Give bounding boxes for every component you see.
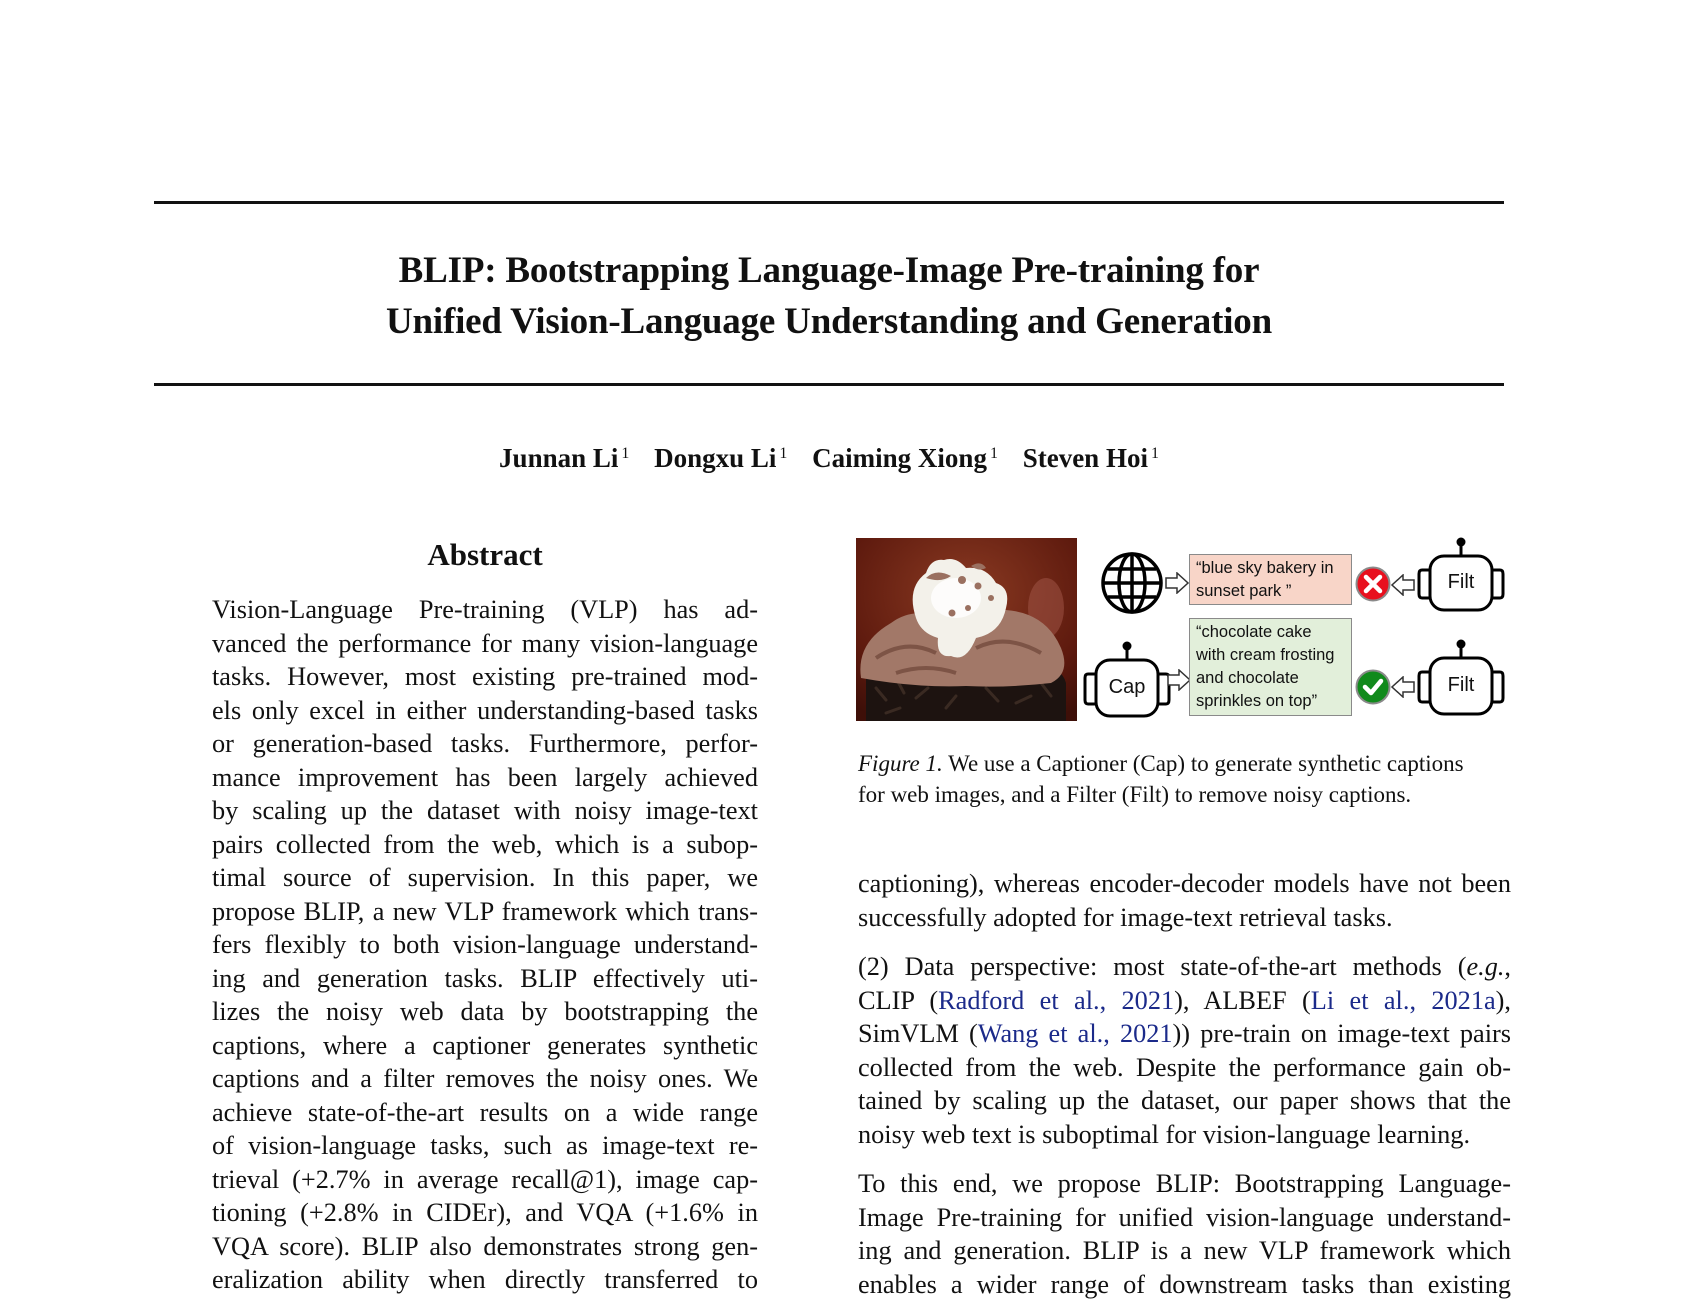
- arrow-left-icon: [1391, 574, 1415, 596]
- globe-icon: [1100, 551, 1164, 615]
- author-name: Dongxu Li: [654, 443, 776, 473]
- intro-paragraph-1: [858, 867, 1511, 934]
- author: [499, 443, 629, 473]
- affiliation-mark: 1: [621, 445, 629, 462]
- affiliation-mark: 1: [1151, 445, 1159, 462]
- body-line: ing and generation. BLIP is a new VLP framework which: [858, 1234, 1511, 1268]
- abstract-line: propose BLIP, a new VLP framework which trans-: [212, 895, 758, 929]
- arrow-left-icon: [1391, 676, 1415, 698]
- abstract-line: ing and generation tasks. BLIP effectively uti-: [212, 962, 758, 996]
- body-line: Image Pre-training for unified vision-language understand-: [858, 1201, 1511, 1235]
- author-name: Caiming Xiong: [812, 443, 987, 473]
- abstract-line: vanced the performance for many vision-language: [212, 627, 758, 661]
- abstract-line: or generation-based tasks. Furthermore, perfor-: [212, 727, 758, 761]
- abstract-line: fers flexibly to both vision-language understand-: [212, 928, 758, 962]
- title-line-1: BLIP: Bootstrapping Language-Image Pre-training for: [154, 245, 1504, 296]
- intro-paragraph-2: [858, 950, 1511, 1151]
- abstract-body: [212, 593, 758, 1297]
- filter-label: Filt: [1430, 571, 1492, 594]
- captioner-label: Cap: [1096, 676, 1158, 699]
- abstract-line: pairs collected from the web, which is a subop-: [212, 828, 758, 862]
- web-caption-box: [1189, 554, 1352, 605]
- body-line: tained by scaling up the dataset, our paper shows that the: [858, 1084, 1511, 1118]
- figure-label: Figure 1.: [858, 751, 943, 776]
- author-list: [154, 443, 1504, 474]
- filter-robot-bottom: [1416, 638, 1506, 716]
- abstract-line: els only excel in either understanding-based tasks: [212, 694, 758, 728]
- text: (2) Data perspective: most state-of-the-art methods (: [858, 952, 1466, 981]
- text: )) pre-train on image-text pairs: [1173, 1019, 1511, 1048]
- author: [812, 443, 998, 473]
- citation-link-wang[interactable]: Wang et al., 2021: [978, 1019, 1173, 1048]
- citation-link-radford[interactable]: Radford et al., 2021: [938, 986, 1174, 1015]
- body-line: collected from the web. Despite the performance gain ob-: [858, 1051, 1511, 1085]
- author: [1023, 443, 1159, 473]
- captioner-robot: [1082, 640, 1172, 718]
- title-rule-top: [154, 201, 1504, 204]
- text: e.g.: [1466, 952, 1504, 981]
- body-line: captioning), whereas encoder-decoder models have not been: [858, 867, 1511, 901]
- paper-title: [154, 245, 1504, 347]
- affiliation-mark: 1: [990, 445, 998, 462]
- text: ), ALBEF (: [1174, 986, 1311, 1015]
- figure-caption: [858, 748, 1518, 810]
- body-line: noisy web text is suboptimal for vision-language learning.: [858, 1118, 1511, 1152]
- abstract-line: achieve state-of-the-art results on a wide range: [212, 1096, 758, 1130]
- abstract-line: trieval (+2.7% in average recall@1), image cap-: [212, 1163, 758, 1197]
- caption-line: “chocolate cake: [1196, 621, 1345, 644]
- text: ,: [1504, 952, 1511, 981]
- filter-robot-top: [1416, 536, 1506, 612]
- reject-x-icon: [1355, 566, 1391, 602]
- abstract-heading: Abstract: [212, 537, 758, 573]
- body-line: enables a wider range of downstream tasks than existing: [858, 1268, 1511, 1301]
- caption-line: sprinkles on top”: [1196, 690, 1345, 713]
- caption-line: with cream frosting: [1196, 644, 1345, 667]
- abstract-line: captions and a filter removes the noisy ones. We: [212, 1062, 758, 1096]
- body-line: To this end, we propose BLIP: Bootstrapping Language-: [858, 1167, 1511, 1201]
- caption-line: and chocolate: [1196, 667, 1345, 690]
- figure-caption-line: for web images, and a Filter (Filt) to remove noisy captions.: [858, 779, 1518, 810]
- figure-caption-line: [858, 748, 1518, 779]
- text: ),: [1496, 986, 1511, 1015]
- text: CLIP (: [858, 986, 938, 1015]
- abstract-line: tasks. However, most existing pre-trained mod-: [212, 660, 758, 694]
- abstract-line: VQA score). BLIP also demonstrates strong gen-: [212, 1230, 758, 1264]
- cupcake-image-icon: [856, 538, 1077, 721]
- figure-1: [856, 538, 1506, 722]
- author: [654, 443, 787, 473]
- figure-caption-text: We use a Captioner (Cap) to generate synthetic captions: [943, 751, 1464, 776]
- arrow-right-icon: [1167, 669, 1191, 691]
- text: SimVLM (: [858, 1019, 978, 1048]
- abstract-line: mance improvement has been largely achieved: [212, 761, 758, 795]
- author-name: Steven Hoi: [1023, 443, 1148, 473]
- body-line: [858, 950, 1511, 984]
- body-line: [858, 1017, 1511, 1051]
- intro-paragraph-3: [858, 1167, 1511, 1301]
- affiliation-mark: 1: [779, 445, 787, 462]
- synthetic-caption-box: [1189, 618, 1352, 716]
- citation-link-li[interactable]: Li et al., 2021a: [1311, 986, 1496, 1015]
- abstract-line: by scaling up the dataset with noisy image-text: [212, 794, 758, 828]
- abstract-line: tioning (+2.8% in CIDEr), and VQA (+1.6% in: [212, 1196, 758, 1230]
- abstract-line: eralization ability when directly transferred to: [212, 1263, 758, 1297]
- abstract-line: captions, where a captioner generates synthetic: [212, 1029, 758, 1063]
- body-line: successfully adopted for image-text retrieval tasks.: [858, 901, 1511, 935]
- caption-line: sunset park ”: [1196, 580, 1345, 603]
- filter-label: Filt: [1430, 674, 1492, 697]
- title-rule-bottom: [154, 383, 1504, 386]
- abstract-line: timal source of supervision. In this paper, we: [212, 861, 758, 895]
- caption-line: “blue sky bakery in: [1196, 557, 1345, 580]
- accept-check-icon: [1355, 669, 1391, 705]
- author-name: Junnan Li: [499, 443, 618, 473]
- abstract-line: Vision-Language Pre-training (VLP) has ad-: [212, 593, 758, 627]
- body-line: [858, 984, 1511, 1018]
- abstract-line: of vision-language tasks, such as image-text re-: [212, 1129, 758, 1163]
- abstract-line: lizes the noisy web data by bootstrapping the: [212, 995, 758, 1029]
- arrow-right-icon: [1165, 572, 1189, 594]
- cupcake-photo: [856, 538, 1077, 721]
- title-line-2: Unified Vision-Language Understanding and Generation: [154, 296, 1504, 347]
